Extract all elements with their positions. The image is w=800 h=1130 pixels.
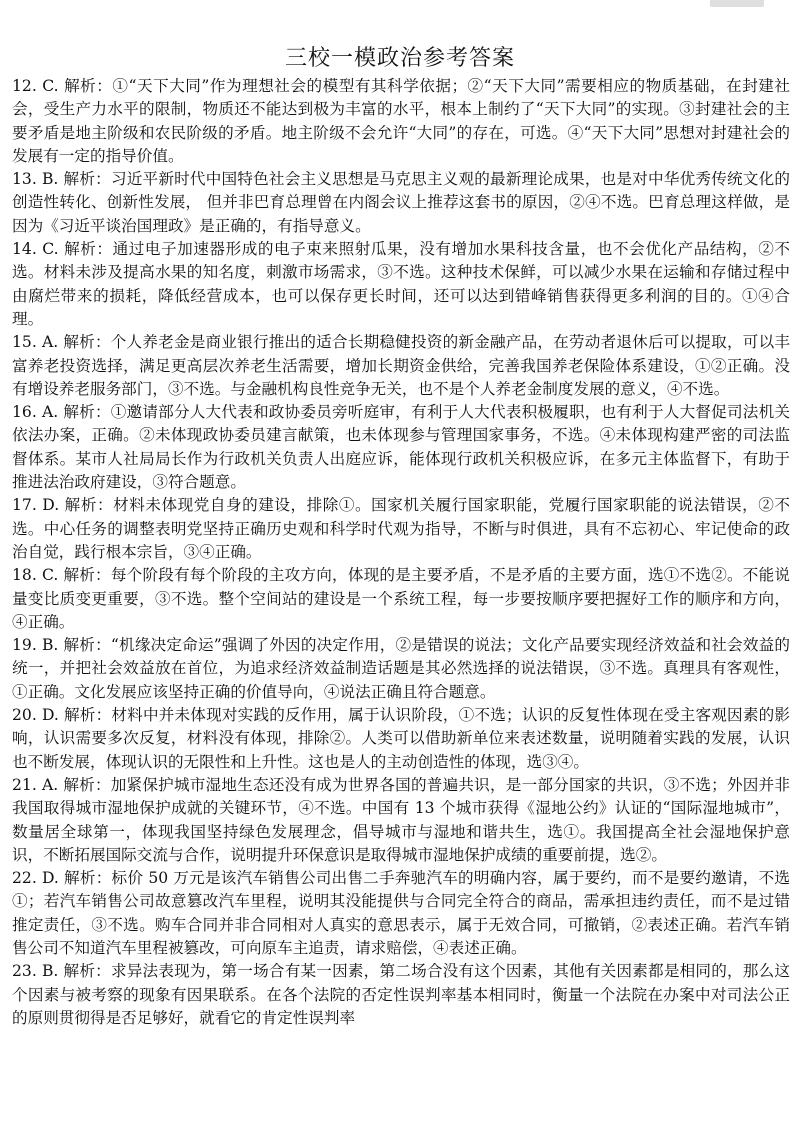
answer-text: 个人养老金是商业银行推出的适合长期稳健投资的新金融产品，在劳动者退休后可以提取，可以丰富养老投资选择，满足更高层次养老生活需要，增加长期资金供给，完善我国养老保险体系建设，①②正确。没有增设养老服务部门，③不选。与金融机构良性竞争无关，也不是个人养老金制度发展的意义，④不选。 <box>12 333 790 398</box>
answer-text: 每个阶段有每个阶段的主攻方向，体现的是主要矛盾，不是矛盾的主要方面，选①不选②。不能说量变比质变更重要，③不选。整个空间站的建设是一个系统工程，每一步要按顺序要把握好工作的顺序和方向，④正确。 <box>12 566 790 631</box>
answer-entry-23 <box>12 960 790 1030</box>
answer-label: 19. B. 解析： <box>12 636 111 655</box>
answer-entry-21 <box>12 774 790 867</box>
answer-text: 加紧保护城市湿地生态还没有成为世界各国的普遍共识，是一部分国家的共识，③不选；外因并非我国取得城市湿地保护成就的关键环节，④不选。中国有 13 个城市获得《湿地公约》认证的“国际湿地城市”，数量居全球第一，体现我国坚持绿色发展理念，倡导城市与湿地和谐共生，选①。我国提高全社会湿地保护意识，不断拓展国际交流与合作，说明提升环保意识是取得城市湿地保护成绩的重要前提，选②。 <box>12 775 790 864</box>
answer-entry-22 <box>12 867 790 960</box>
answer-entry-20 <box>12 704 790 774</box>
answer-text: ①“天下大同”作为理想社会的模型有其科学依据；②“天下大同”需要相应的物质基础，在封建社会，受生产力水平的限制，物质还不能达到极为丰富的水平，根本上制约了“天下大同”的实现。③封建社会的主要矛盾是地主阶级和农民阶级的矛盾。地主阶级不会允许“大同”的存在，可选。④“天下大同”思想对封建社会的发展有一定的指导价值。 <box>12 77 790 165</box>
answer-label: 21. A. 解析： <box>12 775 111 794</box>
answer-label: 13. B. 解析： <box>12 170 111 189</box>
answer-entry-19 <box>12 634 790 704</box>
answer-label: 15. A. 解析： <box>12 333 111 352</box>
answer-text: 习近平新时代中国特色社会主义思想是马克思主义观的最新理论成果，也是对中华优秀传统文化的创造性转化、创新性发展， 但并非巴育总理曾在内阁会议上推荐这套书的原因，②④不选。巴育总理这样做，是因为《习近平谈治国理政》是正确的，有指导意义。 <box>12 170 790 235</box>
scan-corner-mark <box>710 0 764 7</box>
answer-entry-16 <box>12 401 790 494</box>
answer-label: 20. D. 解析： <box>12 706 112 725</box>
page-title: 三校一模政治参考答案 <box>284 46 515 71</box>
answer-label: 23. B. 解析： <box>12 962 111 981</box>
answer-entry-17 <box>12 494 790 564</box>
answer-label: 22. D. 解析： <box>12 869 112 888</box>
answer-entry-13 <box>12 168 790 238</box>
answer-text: “机缘决定命运”强调了外因的决定作用，②是错误的说法；文化产品要实现经济效益和社会效益的统一，并把社会效益放在首位，为追求经济效益制造话题是其必然选择的说法错误，③不选。真理具有客观性，①正确。文化发展应该坚持正确的价值导向，④说法正确且符合题意。 <box>12 636 790 701</box>
answer-text: 标价 50 万元是该汽车销售公司出售二手奔驰汽车的明确内容，属于要约，而不是要约邀请，不选①；若汽车销售公司故意篡改汽车里程，说明其没能提供与合同完全符合的商品，需承担违约责任，而不是过错推定责任，③不选。购车合同并非合同相对人真实的意思表示，属于无效合同，可撤销，②表述正确。若汽车销售公司不知道汽车里程被篡改，可向原车主追责，请求赔偿，④表述正确。 <box>12 869 790 957</box>
answer-label: 17. D. 解析： <box>12 496 114 515</box>
answer-text: 材料未体现党自身的建设，排除①。国家机关履行国家职能，党履行国家职能的说法错误，②不选。中心任务的调整表明党坚持正确历史观和科学时代观为指导，不断与时俱进，具有不忘初心、牢记使命的政治自觉，践行根本宗旨，③④正确。 <box>12 496 790 561</box>
answer-entry-18 <box>12 564 790 634</box>
answer-text: ①邀请部分人大代表和政协委员旁听庭审，有利于人大代表积极履职，也有利于人大督促司法机关依法办案，正确。②未体现政协委员建言献策，也未体现参与管理国家事务，不选。④未体现构建严密的司法监督体系。某市人社局局长作为行政机关负责人出庭应诉，能体现行政机关积极应诉，在多元主体监督下，有助于推进法治政府建设，③符合题意。 <box>12 403 790 492</box>
answer-text: 材料中并未体现对实践的反作用，属于认识阶段，①不选；认识的反复性体现在受主客观因素的影响，认识需要多次反复，材料没有体现，排除②。人类可以借助新单位来表述数量，说明随着实践的发展，认识也不断发展，体现认识的无限性和上升性。这也是人的主动创造性的体现，选③④。 <box>12 706 790 771</box>
answer-text: 求异法表现为，第一场合有某一因素，第二场合没有这个因素，其他有关因素都是相同的，那么这个因素与被考察的现象有因果联系。在各个法院的否定性误判率基本相同时，衡量一个法院在办案中对司法公正的原则贯彻得是否足够好，就看它的肯定性误判率 <box>12 962 790 1027</box>
answer-label: 16. A. 解析： <box>12 403 111 422</box>
answer-label: 18. C. 解析： <box>12 566 111 585</box>
answer-text: 通过电子加速器形成的电子束来照射瓜果，没有增加水果科技含量，也不会优化产品结构，②不选。材料未涉及提高水果的知名度，刺激市场需求，③不选。这种技术保鲜，可以减少水果在运输和存储过程中由腐烂带来的损耗，降低经营成本，也可以保存更长时间，还可以达到错峰销售获得更多利润的目的。①④合理。 <box>12 240 790 328</box>
answer-list <box>12 75 790 1130</box>
answer-entry-15 <box>12 331 790 401</box>
answer-label: 14. C. 解析： <box>12 240 113 259</box>
answer-entry-14 <box>12 238 790 331</box>
answer-label: 12. C. 解析： <box>12 77 113 95</box>
answer-entry-12 <box>12 75 790 168</box>
